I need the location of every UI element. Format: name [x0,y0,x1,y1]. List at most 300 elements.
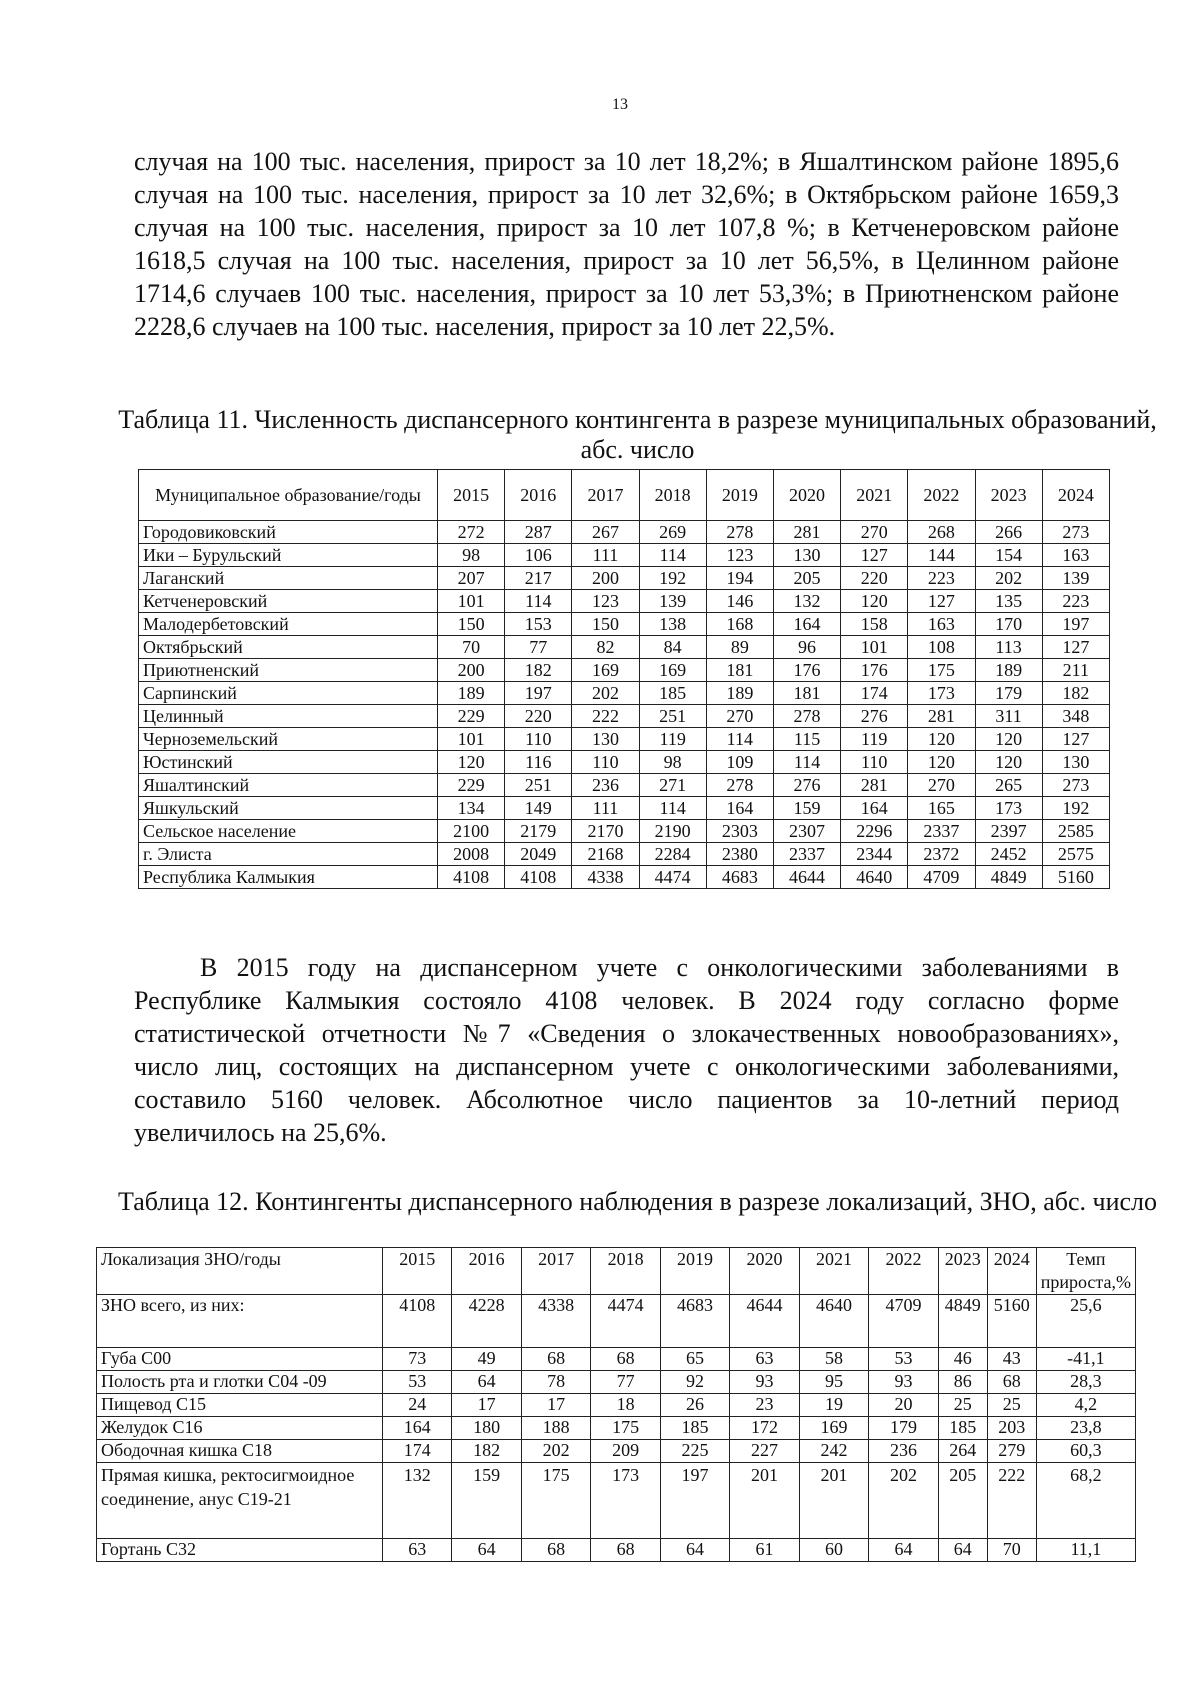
table-11-year-header: 2024 [1042,470,1109,521]
row-label: Желудок С16 [97,1417,383,1440]
table-cell: 23 [730,1394,799,1417]
table-row [139,728,1110,751]
table-cell: 4709 [869,1295,939,1348]
table-cell: 53 [383,1371,452,1394]
growth-cell: 25,6 [1036,1295,1135,1348]
table-12-year-header: 2023 [938,1248,987,1295]
table-cell: 4474 [591,1295,660,1348]
table-cell: 205 [773,567,840,590]
table-cell: 2296 [841,820,908,843]
table-cell: 197 [1042,613,1109,636]
table-cell: 223 [908,567,975,590]
table-row [97,1371,1136,1394]
table-cell: 130 [773,544,840,567]
table-cell: 159 [452,1463,521,1539]
growth-cell: 11,1 [1036,1539,1135,1562]
table-cell: 163 [908,613,975,636]
table-cell: 135 [975,590,1042,613]
table-row [139,659,1110,682]
row-label: г. Элиста [139,843,438,866]
table-cell: 4644 [773,866,840,889]
table-cell: 266 [975,521,1042,544]
table-cell: 175 [591,1417,660,1440]
table-row [97,1463,1136,1539]
table-row [97,1417,1136,1440]
table-cell: 114 [505,590,572,613]
table-cell: 271 [639,774,706,797]
table-cell: 73 [383,1348,452,1371]
table-cell: 114 [639,797,706,820]
table-cell: 227 [730,1440,799,1463]
table-row [139,774,1110,797]
table-cell: 2337 [908,820,975,843]
growth-cell: 23,8 [1036,1417,1135,1440]
table-cell: 272 [438,521,505,544]
table-cell: 4108 [383,1295,452,1348]
table-cell: 220 [841,567,908,590]
table-row [97,1394,1136,1417]
table-cell: 2190 [639,820,706,843]
table-cell: 276 [841,705,908,728]
table-row [139,705,1110,728]
table-cell: 106 [505,544,572,567]
table-11-year-header: 2017 [572,470,639,521]
table-cell: 53 [869,1348,939,1371]
table-cell: 119 [841,728,908,751]
table-cell: 176 [841,659,908,682]
table-cell: 68 [987,1371,1036,1394]
table-12-year-header: 2021 [799,1248,868,1295]
table-cell: 123 [706,544,773,567]
table-12-year-header: 2018 [591,1248,660,1295]
table-cell: 172 [730,1417,799,1440]
table-cell: 189 [975,659,1042,682]
table-cell: 270 [908,774,975,797]
table-12-year-header: 2024 [987,1248,1036,1295]
table-cell: 2303 [706,820,773,843]
table-cell: 164 [773,613,840,636]
table-cell: 173 [975,797,1042,820]
table-cell: 2307 [773,820,840,843]
row-label: Прямая кишка, ректосигмоидное соединение, анус С19-21 [97,1463,383,1539]
table-cell: 185 [938,1417,987,1440]
table-cell: 158 [841,613,908,636]
table-cell: 120 [908,728,975,751]
table-cell: 270 [841,521,908,544]
table-cell: 197 [660,1463,729,1539]
table-cell: 176 [773,659,840,682]
row-label: Яшалтинский [139,774,438,797]
row-label: Октябрьский [139,636,438,659]
table-cell: 60 [799,1539,868,1562]
table-cell: 17 [452,1394,521,1417]
table-cell: 225 [660,1440,729,1463]
table-cell: 82 [572,636,639,659]
row-label: Малодербетовский [139,613,438,636]
table-cell: 4108 [505,866,572,889]
table-row [139,682,1110,705]
growth-cell: 28,3 [1036,1371,1135,1394]
table-cell: 110 [841,751,908,774]
table-cell: 192 [1042,797,1109,820]
table-cell: 281 [908,705,975,728]
table-cell: 202 [521,1440,590,1463]
table-cell: 138 [639,613,706,636]
growth-cell: 60,3 [1036,1440,1135,1463]
table-cell: 2100 [438,820,505,843]
table-cell: 159 [773,797,840,820]
table-row [139,590,1110,613]
table-cell: 201 [799,1463,868,1539]
table-cell: 170 [975,613,1042,636]
table-row [139,636,1110,659]
row-label: Городовиковский [139,521,438,544]
table-cell: 173 [908,682,975,705]
row-label: ЗНО всего, из них: [97,1295,383,1348]
table-cell: 132 [773,590,840,613]
table-cell: 25 [987,1394,1036,1417]
table-cell: 4683 [706,866,773,889]
table-cell: 132 [383,1463,452,1539]
table-cell: 185 [639,682,706,705]
table-cell: 182 [505,659,572,682]
table-cell: 2585 [1042,820,1109,843]
table-cell: 268 [908,521,975,544]
table-row [97,1539,1136,1562]
paragraph-1: случая на 100 тыс. населения, прирост за 10 лет 18,2%; в Яшалтинском районе 1895,6 случая на 100 тыс. населения, прирост за 10 лет 32,6%; в Октябрьском районе 1659,3 случая на 100 тыс. населения, прирост за 10 лет 107,8 %; в Кетченеровском районе 1618,5 случая на 100 тыс. населения, прирост за 10 лет 56,5%, в Целинном районе 1714,6 случаев 100 тыс. населения, прирост за 10 лет 53,3%; в Приютненском районе 2228,6 случаев на 100 тыс. населения, прирост за 10 лет 22,5%. [134,147,1119,341]
table-cell: 130 [572,728,639,751]
table-cell: 4338 [521,1295,590,1348]
table-cell: 68 [591,1348,660,1371]
table-cell: 2049 [505,843,572,866]
table-cell: 278 [706,521,773,544]
table-11-header-row [139,470,1110,521]
table-cell: 149 [505,797,572,820]
table-row [139,613,1110,636]
table-12-growth-header: Темп прироста,% [1036,1248,1135,1295]
table-cell: 150 [438,613,505,636]
table-cell: 189 [438,682,505,705]
table-row [139,751,1110,774]
row-label: Губа С00 [97,1348,383,1371]
table-cell: 179 [975,682,1042,705]
table-cell: 26 [660,1394,729,1417]
table-cell: 95 [799,1371,868,1394]
table-cell: 130 [1042,751,1109,774]
table-row [139,544,1110,567]
table-cell: 179 [869,1417,939,1440]
row-label: Ободочная кишка С18 [97,1440,383,1463]
row-label: Яшкульский [139,797,438,820]
table-row [139,567,1110,590]
table-cell: 93 [869,1371,939,1394]
table-cell: 101 [438,590,505,613]
table-cell: 101 [438,728,505,751]
table-cell: 111 [572,544,639,567]
table-cell: 120 [841,590,908,613]
table-11-year-header: 2018 [639,470,706,521]
table-row [139,843,1110,866]
table-cell: 265 [975,774,1042,797]
table-cell: 200 [572,567,639,590]
table-12-year-header: 2022 [869,1248,939,1295]
table-cell: 311 [975,705,1042,728]
table-cell: 144 [908,544,975,567]
table-12 [96,1247,1136,1562]
table-cell: 92 [660,1371,729,1394]
table-cell: 173 [591,1463,660,1539]
table-cell: 154 [975,544,1042,567]
table-cell: 64 [452,1539,521,1562]
table-12-header-row [97,1248,1136,1295]
table-cell: 185 [660,1417,729,1440]
table-cell: 223 [1042,590,1109,613]
page-number: 13 [612,96,628,113]
table-cell: 43 [987,1348,1036,1371]
row-label: Приютненский [139,659,438,682]
table-cell: 202 [869,1463,939,1539]
table-12-caption: Таблица 12. Контингенты диспансерного наблюдения в разрезе локализаций, ЗНО, абс. число [117,1187,1158,1216]
row-label: Черноземельский [139,728,438,751]
table-cell: 139 [1042,567,1109,590]
table-cell: 110 [505,728,572,751]
table-cell: 119 [639,728,706,751]
table-cell: 207 [438,567,505,590]
table-11-year-header: 2023 [975,470,1042,521]
table-cell: 120 [975,728,1042,751]
table-cell: 194 [706,567,773,590]
table-cell: 111 [572,797,639,820]
table-cell: 2337 [773,843,840,866]
table-11-year-header: 2021 [841,470,908,521]
table-cell: 146 [706,590,773,613]
table-11-year-header: 2019 [706,470,773,521]
table-cell: 4849 [975,866,1042,889]
table-cell: 287 [505,521,572,544]
table-cell: 86 [938,1371,987,1394]
table-cell: 2380 [706,843,773,866]
table-cell: 174 [383,1440,452,1463]
table-cell: 205 [938,1463,987,1539]
row-label: Полость рта и глотки С04 -09 [97,1371,383,1394]
table-cell: 181 [706,659,773,682]
table-cell: 211 [1042,659,1109,682]
table-cell: 192 [639,567,706,590]
table-cell: 169 [572,659,639,682]
table-cell: 110 [572,751,639,774]
table-cell: 182 [452,1440,521,1463]
table-cell: 120 [438,751,505,774]
table-cell: 4640 [799,1295,868,1348]
table-cell: 163 [1042,544,1109,567]
row-label: Республика Калмыкия [139,866,438,889]
paragraph-2: В 2015 году на диспансерном учете с онкологическими заболеваниями в Республике Калмыкия состояло 4108 человек. В 2024 году согласно форме статистической отчетности №7 «Сведения о злокачественных новообразованиях», число лиц, состоящих на диспансерном учете с онкологическими заболеваниями, составило 5160 человек. Абсолютное число пациентов за 10-летний период увеличилось на 25,6%. [134,953,1119,1147]
table-cell: 139 [639,590,706,613]
table-cell: 175 [908,659,975,682]
table-cell: 2179 [505,820,572,843]
table-row [139,866,1110,889]
table-12-year-header: 2017 [521,1248,590,1295]
table-cell: 68 [521,1539,590,1562]
table-cell: 18 [591,1394,660,1417]
table-11-year-header: 2015 [438,470,505,521]
table-cell: 222 [572,705,639,728]
row-label: Пищевод С15 [97,1394,383,1417]
table-cell: 108 [908,636,975,659]
table-cell: 180 [452,1417,521,1440]
table-cell: 201 [730,1463,799,1539]
table-cell: 4849 [938,1295,987,1348]
row-label: Юстинский [139,751,438,774]
table-cell: 188 [521,1417,590,1440]
table-row [97,1348,1136,1371]
table-cell: 242 [799,1440,868,1463]
table-cell: 114 [639,544,706,567]
table-cell: 127 [1042,636,1109,659]
table-cell: 5160 [987,1295,1036,1348]
table-cell: 114 [706,728,773,751]
table-cell: 165 [908,797,975,820]
table-cell: 2284 [639,843,706,866]
table-cell: 101 [841,636,908,659]
row-label: Гортань С32 [97,1539,383,1562]
table-cell: 2008 [438,843,505,866]
table-cell: 93 [730,1371,799,1394]
table-12-year-header: 2020 [730,1248,799,1295]
table-cell: 63 [730,1348,799,1371]
table-11-header-label: Муниципальное образование/годы [139,470,438,521]
table-cell: 120 [908,751,975,774]
table-cell: 278 [773,705,840,728]
table-cell: 70 [987,1539,1036,1562]
table-cell: 127 [908,590,975,613]
table-row [97,1295,1136,1348]
table-cell: 127 [1042,728,1109,751]
table-cell: 24 [383,1394,452,1417]
table-cell: 2372 [908,843,975,866]
table-cell: 153 [505,613,572,636]
table-cell: 164 [841,797,908,820]
table-cell: 25 [938,1394,987,1417]
table-cell: 182 [1042,682,1109,705]
table-cell: 175 [521,1463,590,1539]
table-cell: 220 [505,705,572,728]
table-cell: 58 [799,1348,868,1371]
row-label: Кетченеровский [139,590,438,613]
table-cell: 64 [869,1539,939,1562]
table-cell: 229 [438,774,505,797]
table-cell: 114 [773,751,840,774]
table-row [139,521,1110,544]
table-cell: 251 [639,705,706,728]
table-cell: 65 [660,1348,729,1371]
table-cell: 169 [799,1417,868,1440]
table-cell: 68 [591,1539,660,1562]
table-cell: 150 [572,613,639,636]
table-12-header-label: Локализация ЗНО/годы [97,1248,383,1295]
table-cell: 270 [706,705,773,728]
table-cell: 64 [452,1371,521,1394]
table-row [97,1440,1136,1463]
table-cell: 2397 [975,820,1042,843]
table-cell: 2170 [572,820,639,843]
table-cell: 2452 [975,843,1042,866]
row-label: Лаганский [139,567,438,590]
table-cell: 202 [572,682,639,705]
table-cell: 174 [841,682,908,705]
table-cell: 4474 [639,866,706,889]
table-cell: 189 [706,682,773,705]
table-cell: 115 [773,728,840,751]
table-row [139,820,1110,843]
table-cell: 273 [1042,774,1109,797]
table-cell: 98 [639,751,706,774]
table-cell: 17 [521,1394,590,1417]
row-label: Сельское население [139,820,438,843]
table-cell: 276 [773,774,840,797]
row-label: Целинный [139,705,438,728]
table-cell: 123 [572,590,639,613]
table-cell: 96 [773,636,840,659]
table-cell: 127 [841,544,908,567]
table-cell: 181 [773,682,840,705]
table-cell: 46 [938,1348,987,1371]
table-cell: 120 [975,751,1042,774]
table-cell: 4709 [908,866,975,889]
row-label: Ики – Бурульский [139,544,438,567]
growth-cell: -41,1 [1036,1348,1135,1371]
table-cell: 281 [773,521,840,544]
table-cell: 49 [452,1348,521,1371]
table-cell: 2344 [841,843,908,866]
table-cell: 273 [1042,521,1109,544]
table-cell: 20 [869,1394,939,1417]
growth-cell: 68,2 [1036,1463,1135,1539]
table-cell: 236 [572,774,639,797]
table-cell: 116 [505,751,572,774]
table-cell: 229 [438,705,505,728]
table-cell: 70 [438,636,505,659]
table-cell: 236 [869,1440,939,1463]
table-12-year-header: 2019 [660,1248,729,1295]
table-cell: 209 [591,1440,660,1463]
table-cell: 64 [660,1539,729,1562]
table-cell: 77 [505,636,572,659]
table-cell: 68 [521,1348,590,1371]
table-cell: 222 [987,1463,1036,1539]
table-cell: 61 [730,1539,799,1562]
table-cell: 168 [706,613,773,636]
table-cell: 202 [975,567,1042,590]
table-11-caption: Таблица 11. Численность диспансерного контингента в разрезе муниципальных образований, абс. число [118,405,1157,464]
table-cell: 164 [706,797,773,820]
table-cell: 84 [639,636,706,659]
table-cell: 4108 [438,866,505,889]
table-cell: 134 [438,797,505,820]
table-cell: 77 [591,1371,660,1394]
table-cell: 19 [799,1394,868,1417]
table-cell: 5160 [1042,866,1109,889]
table-cell: 281 [841,774,908,797]
table-cell: 269 [639,521,706,544]
table-cell: 4338 [572,866,639,889]
table-cell: 78 [521,1371,590,1394]
table-11-year-header: 2016 [505,470,572,521]
table-cell: 109 [706,751,773,774]
table-cell: 4640 [841,866,908,889]
table-12-year-header: 2015 [383,1248,452,1295]
table-cell: 89 [706,636,773,659]
